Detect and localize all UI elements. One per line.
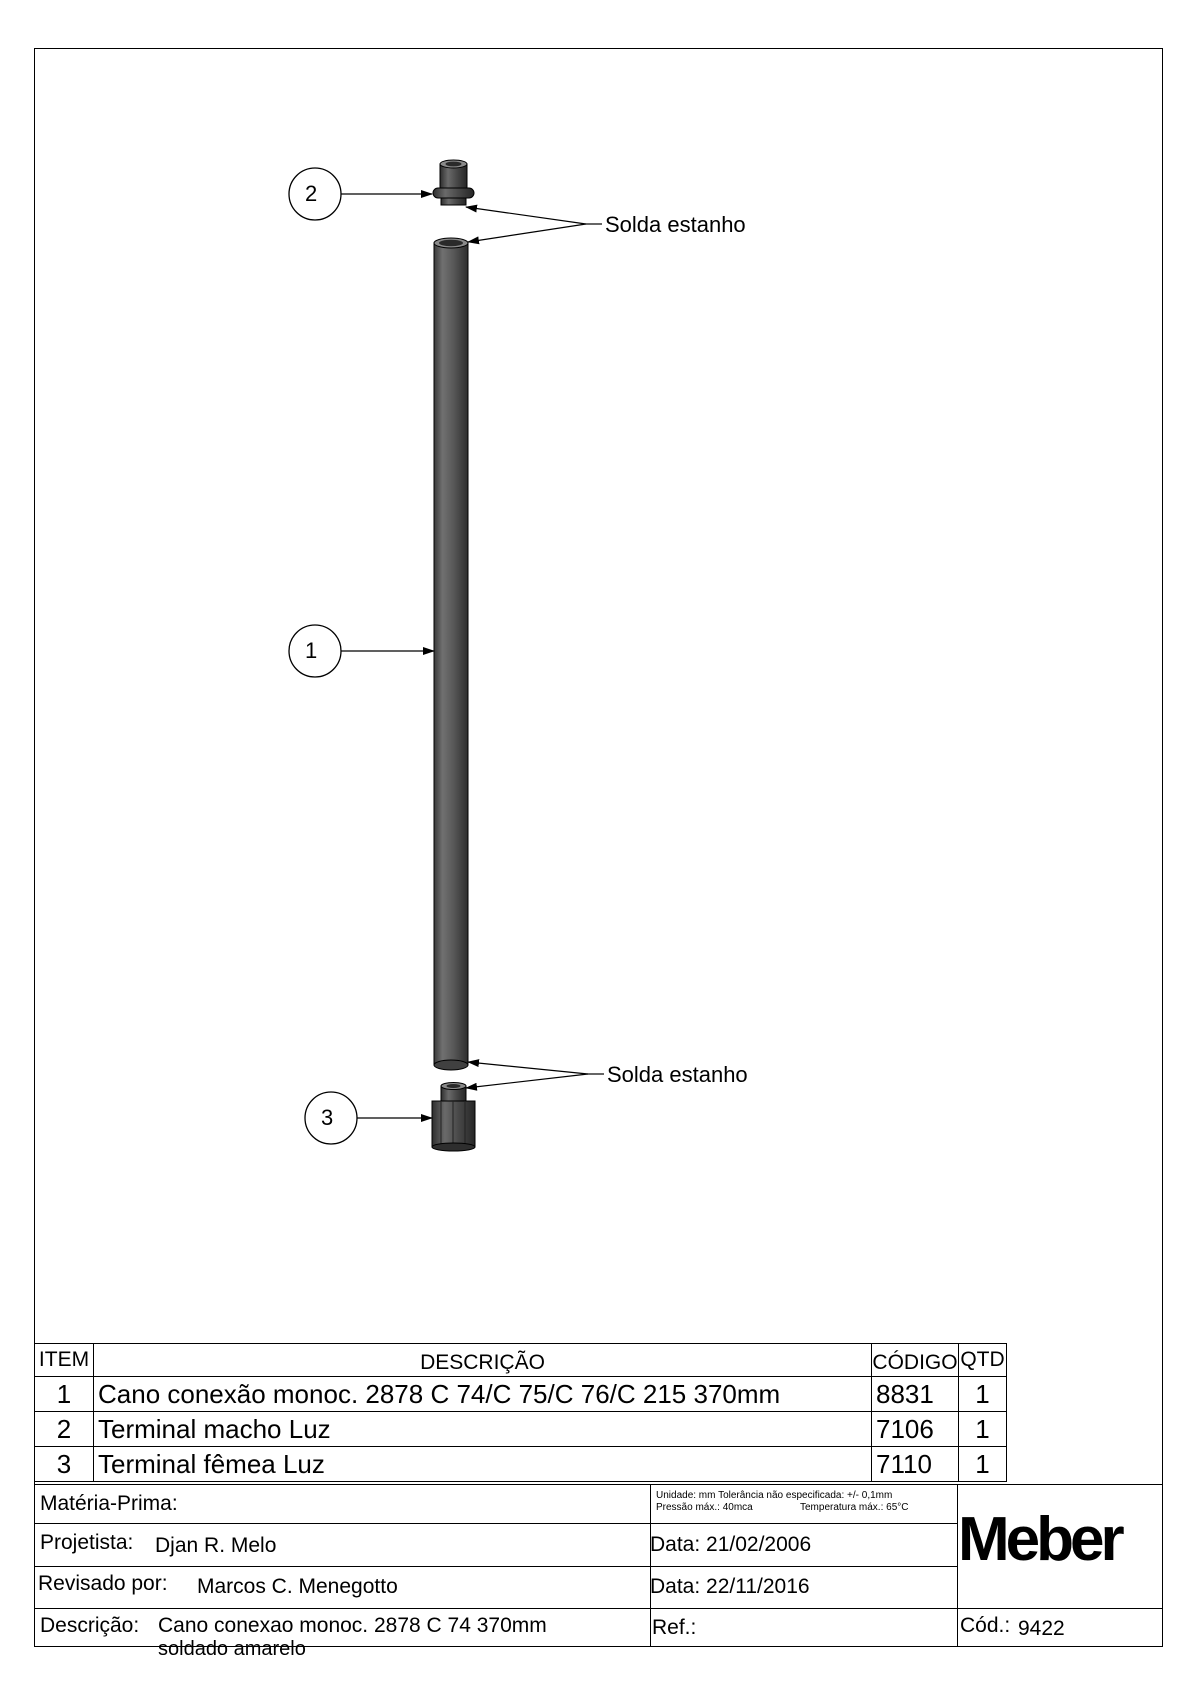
- data1-text: Data: 21/02/2006: [650, 1533, 812, 1556]
- table-row: [35, 1447, 1007, 1482]
- bom-item: 2: [35, 1412, 94, 1447]
- bom-header-description: DESCRIÇÃO: [94, 1344, 872, 1377]
- meber-logo: Meber: [958, 1505, 1121, 1574]
- ref-label: Ref.:: [652, 1616, 697, 1639]
- table-row: [35, 1377, 1007, 1412]
- revisado-label: Revisado por:: [38, 1572, 168, 1595]
- terminal-macho-part: [433, 160, 474, 205]
- bom-item: 1: [35, 1377, 94, 1412]
- pipe-part: [434, 238, 468, 1070]
- revisado-value: Marcos C. Menegotto: [197, 1575, 398, 1598]
- bom-header-code: CÓDIGO: [872, 1344, 959, 1377]
- weld-note-bottom: Solda estanho: [607, 1062, 748, 1087]
- weld-note-top: Solda estanho: [605, 212, 746, 237]
- bom-header-row: [35, 1344, 1007, 1377]
- bom-item: 3: [35, 1447, 94, 1482]
- callout-2-number: 2: [305, 181, 318, 206]
- materia-label: Matéria-Prima:: [40, 1492, 178, 1515]
- bom-header-item: ITEM: [35, 1344, 94, 1377]
- cod-label: Cód.:: [960, 1614, 1011, 1637]
- bom-code: 7110: [872, 1447, 959, 1482]
- units-note-line1: Unidade: mm Tolerância não especificada: +/- 0,1mm: [656, 1490, 893, 1501]
- bom-qty: 1: [959, 1412, 1007, 1447]
- weld-leader-top: [466, 207, 602, 242]
- descricao-label: Descrição:: [40, 1614, 140, 1637]
- callout-1-number: 1: [305, 638, 318, 663]
- terminal-femea-part: [432, 1083, 475, 1152]
- units-note-line2a: Pressão máx.: 40mca: [656, 1502, 753, 1513]
- bom-description: Cano conexão monoc. 2878 C 74/C 75/C 76/C 215 370mm: [94, 1377, 872, 1412]
- descricao-line2: soldado amarelo: [158, 1638, 306, 1660]
- bom-header-qty: QTD: [959, 1344, 1007, 1377]
- projetista-value: Djan R. Melo: [155, 1534, 277, 1557]
- bom-code: 8831: [872, 1377, 959, 1412]
- bom-description: Terminal macho Luz: [94, 1412, 872, 1447]
- cod-value: 9422: [1018, 1617, 1065, 1640]
- bom-qty: 1: [959, 1377, 1007, 1412]
- units-note-line2b: Temperatura máx.: 65°C: [800, 1502, 909, 1513]
- weld-leader-bottom: [466, 1062, 604, 1088]
- callout-3-number: 3: [321, 1105, 334, 1130]
- bom-qty: 1: [959, 1447, 1007, 1482]
- descricao-line1: Cano conexao monoc. 2878 C 74 370mm: [158, 1614, 547, 1637]
- data2-text: Data: 22/11/2016: [650, 1575, 810, 1598]
- bom-code: 7106: [872, 1412, 959, 1447]
- table-row: [35, 1412, 1007, 1447]
- projetista-label: Projetista:: [40, 1531, 134, 1554]
- bill-of-materials-table: [34, 1343, 1007, 1482]
- bom-description: Terminal fêmea Luz: [94, 1447, 872, 1482]
